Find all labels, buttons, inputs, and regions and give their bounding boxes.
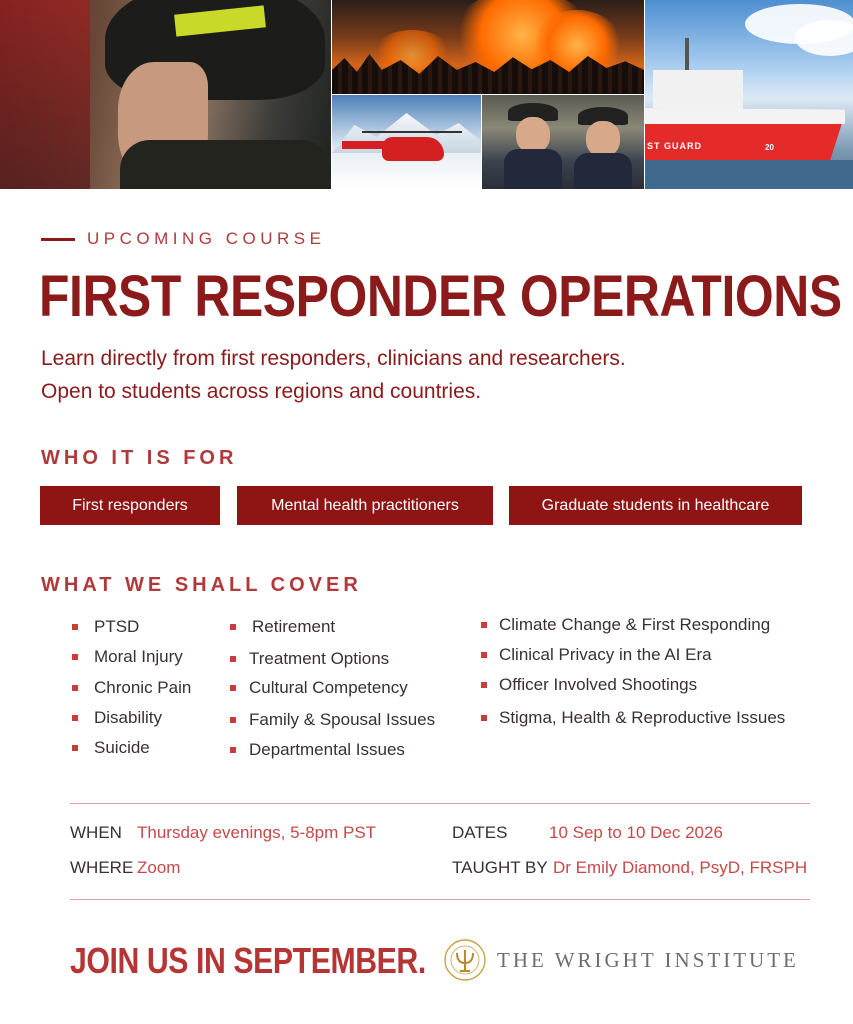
dates-label: DATES — [452, 823, 508, 842]
join-cta: JOIN US IN SEPTEMBER. — [70, 940, 426, 981]
topic-item: Disability — [72, 708, 162, 728]
bullet-icon — [230, 717, 236, 723]
topic-item: Suicide — [72, 738, 150, 758]
topic-item: Departmental Issues — [230, 740, 405, 760]
institute-name: THE WRIGHT INSTITUTE — [497, 947, 799, 972]
bullet-icon — [230, 747, 236, 753]
topic-item: Moral Injury — [72, 647, 183, 667]
eyebrow-rule — [41, 238, 75, 241]
coverage-heading: WHAT WE SHALL COVER — [41, 574, 362, 596]
rescue-helicopter-photo — [332, 95, 481, 189]
bullet-icon — [72, 654, 78, 660]
divider — [70, 899, 810, 900]
divider — [70, 803, 810, 804]
topic-item: Chronic Pain — [72, 678, 191, 698]
audience-chip: Mental health practitioners — [237, 486, 493, 525]
taught-by-label: TAUGHT BY — [452, 858, 548, 877]
topic-item: Stigma, Health & Reproductive Issues — [481, 708, 785, 728]
bullet-icon — [481, 715, 487, 721]
ship-hull-number: 20 — [765, 143, 774, 152]
bullet-icon — [481, 622, 487, 628]
intro-line: Learn directly from first responders, clinicians and researchers. — [41, 347, 626, 370]
wright-institute-logo — [443, 938, 799, 982]
ship-hull-text: ST GUARD — [647, 141, 702, 151]
topic-item: Clinical Privacy in the AI Era — [481, 645, 712, 665]
institute-seal-icon — [443, 938, 487, 982]
course-intro — [41, 342, 626, 408]
course-title: FIRST RESPONDER OPERATIONS — [39, 264, 842, 329]
topic-item: Climate Change & First Responding — [481, 615, 770, 635]
audience-chip: First responders — [40, 486, 220, 525]
topic-item: Treatment Options — [230, 649, 389, 669]
dates-value: 10 Sep to 10 Dec 2026 — [549, 823, 723, 842]
topic-item: Retirement — [230, 617, 335, 637]
topic-item: Cultural Competency — [230, 678, 408, 698]
bullet-icon — [72, 745, 78, 751]
bullet-icon — [481, 682, 487, 688]
wildfire-photo — [332, 0, 644, 94]
topic-item: Family & Spousal Issues — [230, 710, 435, 730]
intro-line: Open to students across regions and countries. — [41, 380, 482, 403]
bullet-icon — [72, 685, 78, 691]
bullet-icon — [72, 715, 78, 721]
police-officers-photo — [482, 95, 644, 189]
topic-item: Officer Involved Shootings — [481, 675, 697, 695]
photo-banner — [0, 0, 853, 189]
where-label: WHERE — [70, 858, 134, 877]
when-value: Thursday evenings, 5-8pm PST — [137, 823, 377, 842]
bullet-icon — [230, 656, 236, 662]
audience-chip: Graduate students in healthcare — [509, 486, 802, 525]
topic-item: PTSD — [72, 617, 139, 637]
bullet-icon — [230, 624, 236, 630]
eyebrow — [41, 229, 325, 249]
taught-by-value: Dr Emily Diamond, PsyD, FRSPH — [553, 858, 808, 877]
coast-guard-ship-photo — [645, 0, 853, 189]
firefighter-photo — [0, 0, 331, 189]
bullet-icon — [230, 685, 236, 691]
where-value: Zoom — [137, 858, 181, 877]
when-label: WHEN — [70, 823, 122, 842]
eyebrow-text: UPCOMING COURSE — [87, 229, 326, 248]
bullet-icon — [481, 652, 487, 658]
audience-heading: WHO IT IS FOR — [41, 447, 238, 469]
bullet-icon — [72, 624, 78, 630]
